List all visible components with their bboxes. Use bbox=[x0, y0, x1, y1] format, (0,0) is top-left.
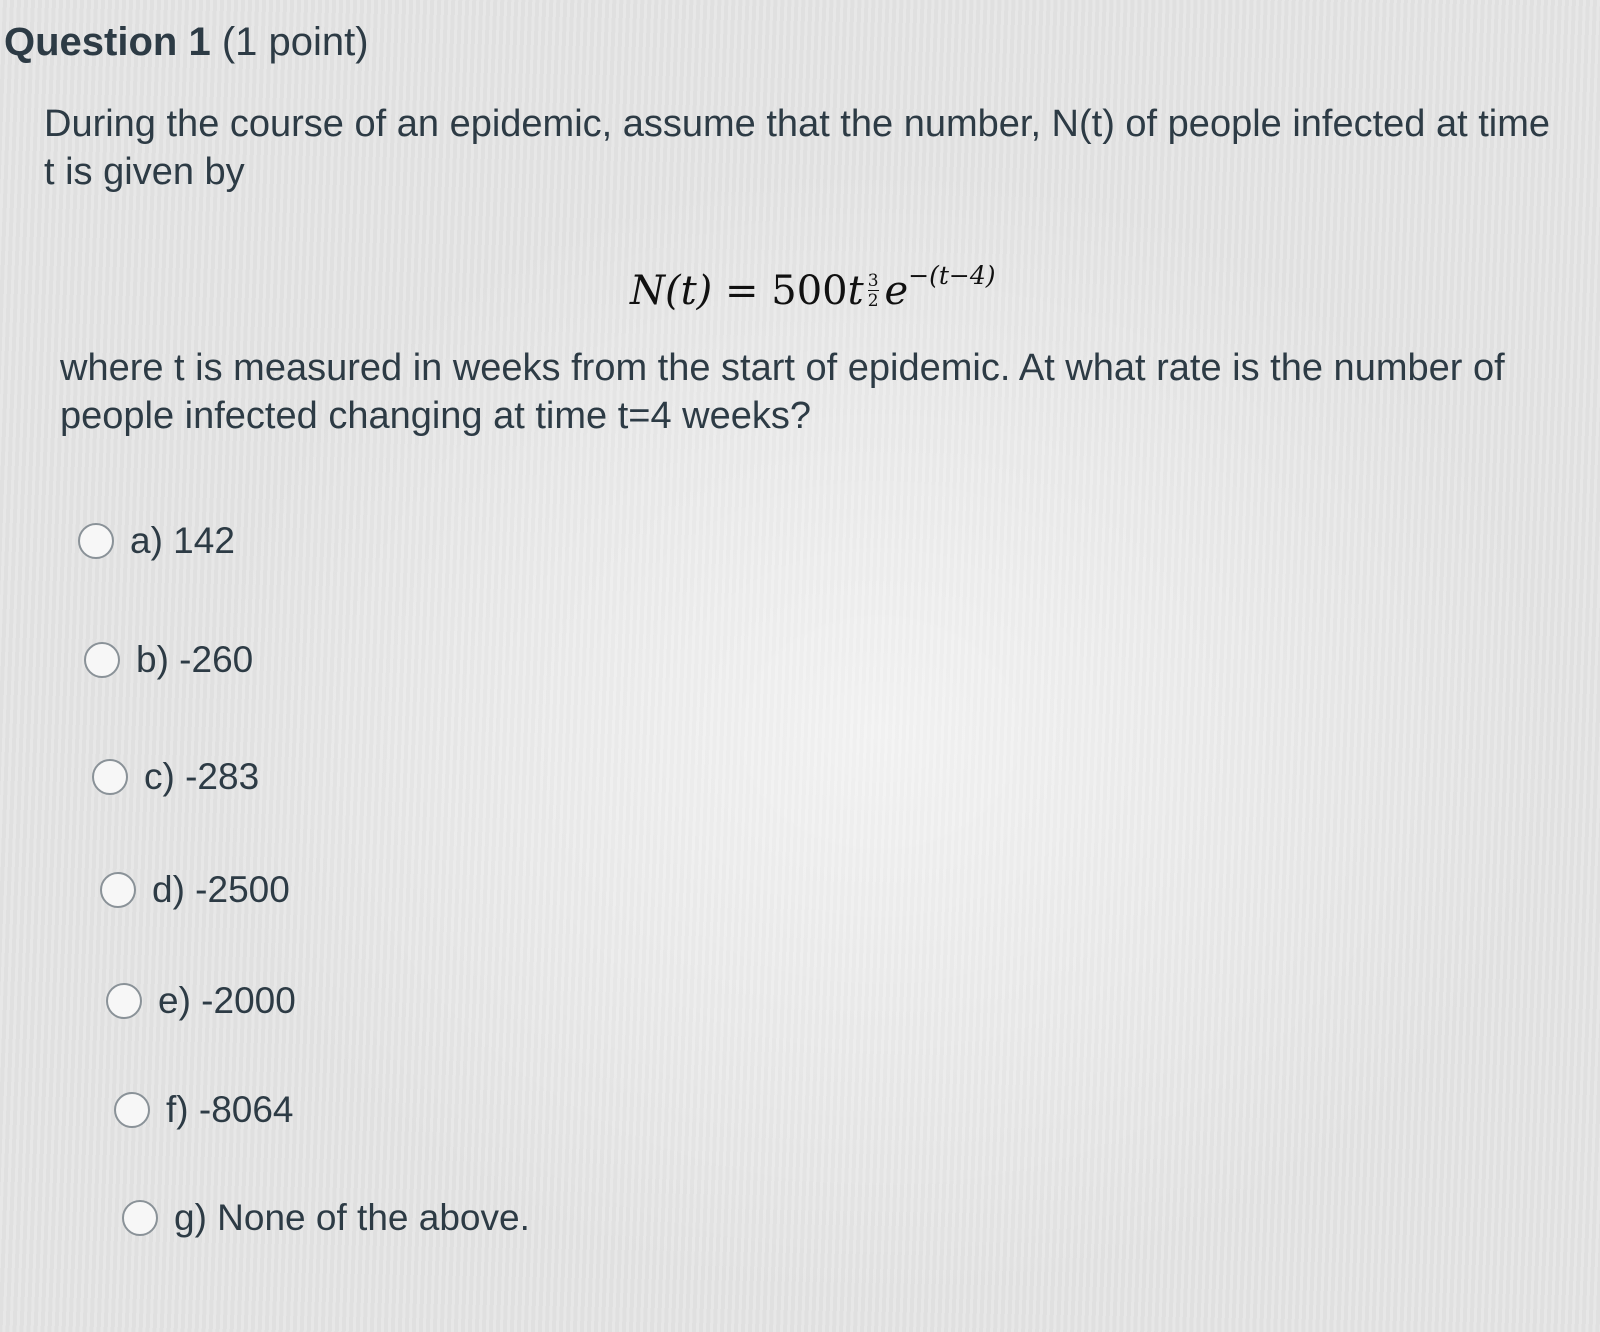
answer-option-f[interactable] bbox=[114, 1088, 294, 1132]
formula bbox=[630, 248, 996, 319]
answer-option-d[interactable] bbox=[100, 868, 290, 912]
radio-button-d[interactable] bbox=[100, 872, 136, 908]
answer-option-c[interactable] bbox=[92, 755, 259, 799]
formula-exponent-fraction bbox=[868, 272, 879, 310]
formula-variable: t bbox=[847, 268, 864, 314]
question-points: (1 point) bbox=[221, 20, 369, 64]
radio-button-e[interactable] bbox=[106, 983, 142, 1019]
radio-button-a[interactable] bbox=[78, 523, 114, 559]
radio-button-g[interactable] bbox=[122, 1200, 158, 1236]
answer-option-a[interactable] bbox=[78, 519, 235, 563]
answer-label-b: b) -260 bbox=[136, 639, 254, 680]
answer-label-a: a) 142 bbox=[130, 520, 235, 561]
formula-exponent-numerator: 3 bbox=[867, 271, 879, 291]
question-number: Question 1 bbox=[4, 20, 211, 64]
answer-option-e[interactable] bbox=[106, 979, 296, 1023]
question-header bbox=[4, 14, 369, 70]
question-intro: During the course of an epidemic, assume that the number, N(t) of people infected at time t is given by bbox=[44, 103, 1551, 193]
answer-option-g[interactable] bbox=[122, 1196, 530, 1240]
answer-label-f: f) -8064 bbox=[166, 1089, 294, 1130]
answer-option-b[interactable] bbox=[84, 638, 253, 682]
answer-label-e: e) -2000 bbox=[158, 980, 296, 1021]
radio-button-b[interactable] bbox=[84, 642, 120, 678]
question-prompt: where t is measured in weeks from the start of epidemic. At what rate is the number of people infected changing at time t=4 weeks? bbox=[60, 347, 1505, 437]
radio-button-f[interactable] bbox=[114, 1092, 150, 1128]
formula-coefficient: 500 bbox=[771, 268, 848, 314]
formula-base-e: e bbox=[884, 268, 909, 314]
answer-label-g: g) None of the above. bbox=[174, 1197, 530, 1238]
answer-label-d: d) -2500 bbox=[152, 869, 290, 910]
answer-label-c: c) -283 bbox=[144, 756, 260, 797]
formula-lhs: N(t) bbox=[630, 268, 713, 314]
formula-exponent-denominator: 2 bbox=[867, 291, 879, 311]
radio-button-c[interactable] bbox=[92, 759, 128, 795]
formula-e-exponent: −(t−4) bbox=[908, 261, 996, 290]
formula-equals: = bbox=[725, 268, 759, 314]
